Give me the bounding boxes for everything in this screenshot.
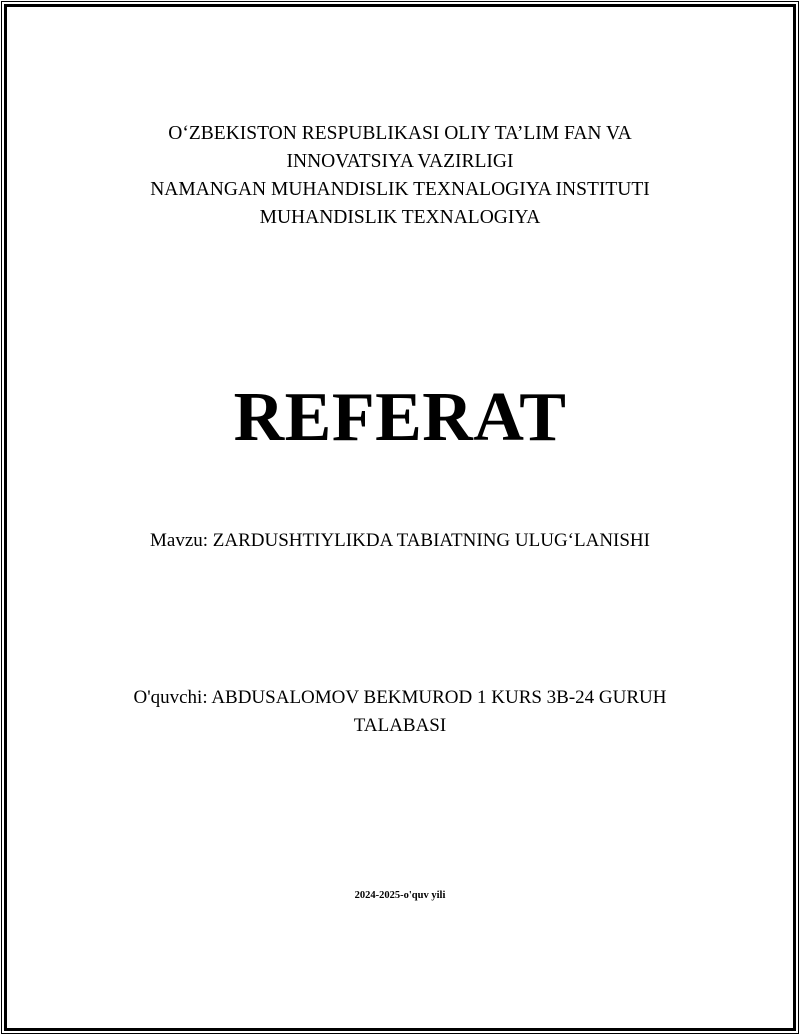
- institution-header: [60, 120, 740, 232]
- student-line-1: O'quvchi: ABDUSALOMOV BEKMUROD 1 KURS 3B-24 GURUH: [133, 687, 667, 708]
- ministry-line-1: O‘ZBEKISTON RESPUBLIKASI OLIY TA’LIM FAN VA: [168, 123, 632, 144]
- document-title: REFERAT: [233, 379, 567, 456]
- department-name: MUHANDISLIK TEXNALOGIYA: [259, 207, 541, 228]
- ministry-line-2: INNOVATSIYA VAZIRLIGI: [286, 151, 514, 172]
- student-info: [100, 684, 700, 740]
- student-line-2: TALABASI: [353, 715, 447, 736]
- topic-line: Mavzu: ZARDUSHTIYLIKDA TABIATNING ULUG‘LANISHI: [150, 530, 650, 551]
- institute-name: NAMANGAN MUHANDISLIK TEXNALOGIYA INSTITUTI: [150, 179, 650, 200]
- academic-year: 2024-2025-o'quv yili: [354, 890, 446, 901]
